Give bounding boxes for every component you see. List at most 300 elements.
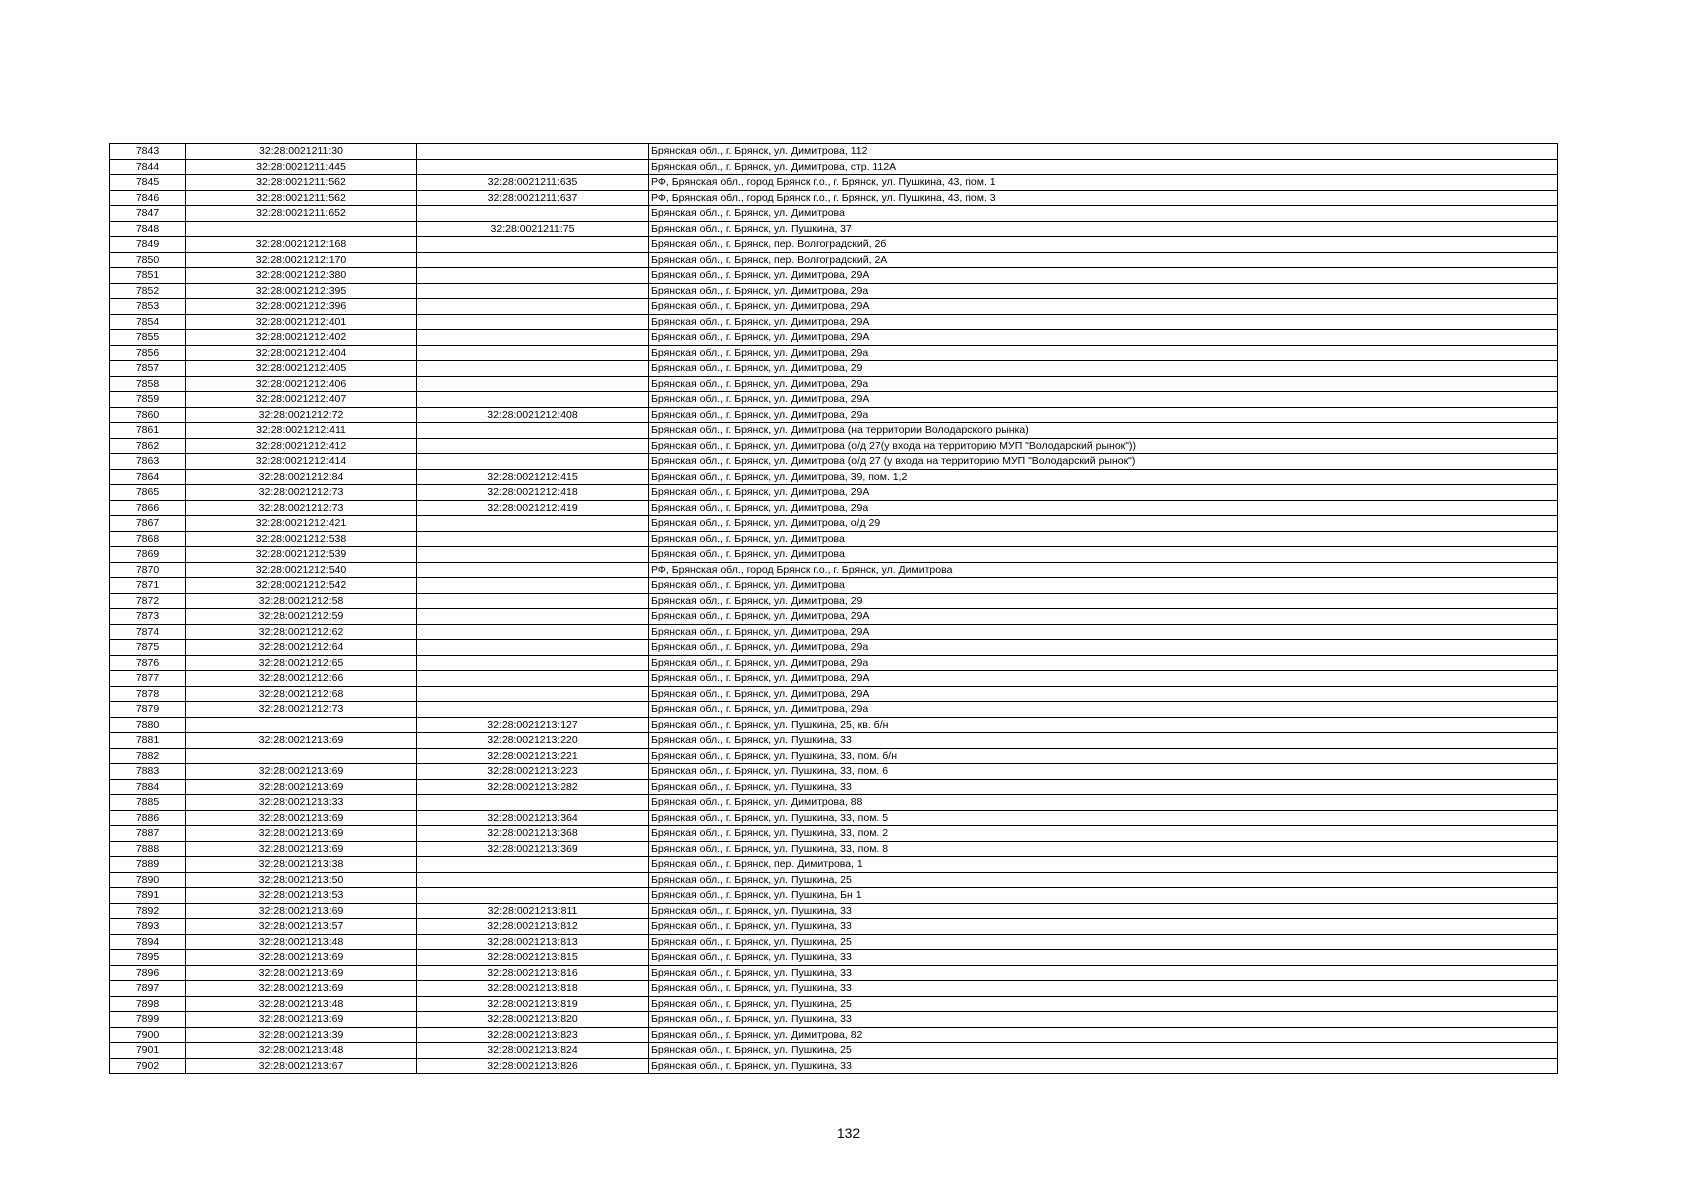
table-row <box>110 376 1558 392</box>
land-cadastral-number-cell: 32:28:0021213:69 <box>186 764 417 780</box>
address-cell: Брянская обл., г. Брянск, ул. Димитрова, 29а <box>649 640 1558 656</box>
address-cell: Брянская обл., г. Брянск, ул. Пушкина, 33, пом. 2 <box>649 826 1558 842</box>
land-cadastral-number-cell: 32:28:0021212:168 <box>186 237 417 253</box>
row-number-cell: 7885 <box>110 795 186 811</box>
object-cadastral-number-cell: 32:28:0021212:418 <box>417 485 649 501</box>
table-row <box>110 810 1558 826</box>
object-cadastral-number-cell <box>417 593 649 609</box>
land-cadastral-number-cell: 32:28:0021213:69 <box>186 965 417 981</box>
land-cadastral-number-cell: 32:28:0021213:67 <box>186 1058 417 1074</box>
land-cadastral-number-cell: 32:28:0021213:69 <box>186 1012 417 1028</box>
object-cadastral-number-cell: 32:28:0021213:824 <box>417 1043 649 1059</box>
object-cadastral-number-cell: 32:28:0021211:637 <box>417 190 649 206</box>
row-number-cell: 7891 <box>110 888 186 904</box>
land-cadastral-number-cell: 32:28:0021212:405 <box>186 361 417 377</box>
table-row <box>110 314 1558 330</box>
table-row <box>110 531 1558 547</box>
land-cadastral-number-cell: 32:28:0021212:58 <box>186 593 417 609</box>
address-cell: Брянская обл., г. Брянск, ул. Пушкина, 33 <box>649 950 1558 966</box>
object-cadastral-number-cell: 32:28:0021212:415 <box>417 469 649 485</box>
row-number-cell: 7897 <box>110 981 186 997</box>
table-row <box>110 330 1558 346</box>
table-row <box>110 206 1558 222</box>
row-number-cell: 7854 <box>110 314 186 330</box>
row-number-cell: 7884 <box>110 779 186 795</box>
land-cadastral-number-cell: 32:28:0021211:30 <box>186 144 417 160</box>
object-cadastral-number-cell <box>417 299 649 315</box>
table-row <box>110 671 1558 687</box>
table-row <box>110 934 1558 950</box>
table-row <box>110 1012 1558 1028</box>
table-row <box>110 345 1558 361</box>
land-cadastral-number-cell <box>186 221 417 237</box>
object-cadastral-number-cell <box>417 361 649 377</box>
address-cell: Брянская обл., г. Брянск, ул. Димитрова, 29а <box>649 345 1558 361</box>
address-cell: Брянская обл., г. Брянск, пер. Волгоградский, 2А <box>649 252 1558 268</box>
table-row <box>110 655 1558 671</box>
row-number-cell: 7901 <box>110 1043 186 1059</box>
row-number-cell: 7846 <box>110 190 186 206</box>
address-cell: Брянская обл., г. Брянск, ул. Пушкина, 33 <box>649 903 1558 919</box>
row-number-cell: 7866 <box>110 500 186 516</box>
table-row <box>110 779 1558 795</box>
table-row <box>110 500 1558 516</box>
object-cadastral-number-cell <box>417 624 649 640</box>
table-row <box>110 268 1558 284</box>
address-cell: Брянская обл., г. Брянск, ул. Пушкина, 33, пом. 5 <box>649 810 1558 826</box>
table-row <box>110 950 1558 966</box>
address-cell: Брянская обл., г. Брянск, ул. Димитрова, 29 <box>649 361 1558 377</box>
land-cadastral-number-cell: 32:28:0021212:414 <box>186 454 417 470</box>
address-cell: Брянская обл., г. Брянск, ул. Пушкина, 33 <box>649 965 1558 981</box>
object-cadastral-number-cell: 32:28:0021213:826 <box>417 1058 649 1074</box>
row-number-cell: 7867 <box>110 516 186 532</box>
object-cadastral-number-cell <box>417 206 649 222</box>
land-cadastral-number-cell <box>186 748 417 764</box>
page-number: 132 <box>836 1125 861 1141</box>
object-cadastral-number-cell: 32:28:0021213:816 <box>417 965 649 981</box>
address-cell: Брянская обл., г. Брянск, ул. Пушкина, 25 <box>649 1043 1558 1059</box>
row-number-cell: 7887 <box>110 826 186 842</box>
row-number-cell: 7865 <box>110 485 186 501</box>
address-cell: Брянская обл., г. Брянск, ул. Пушкина, 33, пом. б/н <box>649 748 1558 764</box>
row-number-cell: 7868 <box>110 531 186 547</box>
row-number-cell: 7882 <box>110 748 186 764</box>
table-row <box>110 965 1558 981</box>
address-cell: Брянская обл., г. Брянск, ул. Димитрова <box>649 578 1558 594</box>
object-cadastral-number-cell <box>417 345 649 361</box>
table-row <box>110 221 1558 237</box>
address-cell: Брянская обл., г. Брянск, ул. Пушкина, 25 <box>649 996 1558 1012</box>
row-number-cell: 7874 <box>110 624 186 640</box>
land-cadastral-number-cell: 32:28:0021213:33 <box>186 795 417 811</box>
address-cell: Брянская обл., г. Брянск, ул. Димитрова, 29а <box>649 655 1558 671</box>
address-cell: Брянская обл., г. Брянск, ул. Димитрова <box>649 547 1558 563</box>
object-cadastral-number-cell: 32:28:0021211:635 <box>417 175 649 191</box>
land-cadastral-number-cell: 32:28:0021212:62 <box>186 624 417 640</box>
row-number-cell: 7843 <box>110 144 186 160</box>
object-cadastral-number-cell <box>417 516 649 532</box>
address-cell: Брянская обл., г. Брянск, ул. Димитрова, стр. 112А <box>649 159 1558 175</box>
address-cell: Брянская обл., г. Брянск, ул. Димитрова, 29а <box>649 407 1558 423</box>
object-cadastral-number-cell <box>417 454 649 470</box>
table-row <box>110 283 1558 299</box>
table-row <box>110 159 1558 175</box>
row-number-cell: 7844 <box>110 159 186 175</box>
table-row <box>110 919 1558 935</box>
table-row <box>110 1027 1558 1043</box>
land-cadastral-number-cell: 32:28:0021212:65 <box>186 655 417 671</box>
table-row <box>110 996 1558 1012</box>
address-cell: Брянская обл., г. Брянск, ул. Пушкина, Бн 1 <box>649 888 1558 904</box>
row-number-cell: 7859 <box>110 392 186 408</box>
table-row <box>110 1058 1558 1074</box>
address-cell: Брянская обл., г. Брянск, ул. Пушкина, 33 <box>649 919 1558 935</box>
address-cell: Брянская обл., г. Брянск, ул. Димитрова, 29А <box>649 609 1558 625</box>
row-number-cell: 7892 <box>110 903 186 919</box>
table-row <box>110 454 1558 470</box>
land-cadastral-number-cell: 32:28:0021213:38 <box>186 857 417 873</box>
object-cadastral-number-cell <box>417 609 649 625</box>
table-row <box>110 516 1558 532</box>
table-row <box>110 640 1558 656</box>
table-row <box>110 1043 1558 1059</box>
table-row <box>110 872 1558 888</box>
table-row <box>110 578 1558 594</box>
table-row <box>110 748 1558 764</box>
address-cell: РФ, Брянская обл., город Брянск г.о., г. Брянск, ул. Димитрова <box>649 562 1558 578</box>
address-cell: Брянская обл., г. Брянск, ул. Димитрова, 29А <box>649 392 1558 408</box>
table-row <box>110 407 1558 423</box>
land-cadastral-number-cell: 32:28:0021212:421 <box>186 516 417 532</box>
row-number-cell: 7853 <box>110 299 186 315</box>
object-cadastral-number-cell <box>417 438 649 454</box>
land-cadastral-number-cell: 32:28:0021212:64 <box>186 640 417 656</box>
land-cadastral-number-cell: 32:28:0021212:407 <box>186 392 417 408</box>
address-cell: Брянская обл., г. Брянск, ул. Димитрова (о/д 27(у входа на территорию МУП "Володарский рынок")) <box>649 438 1558 454</box>
land-cadastral-number-cell <box>186 717 417 733</box>
row-number-cell: 7876 <box>110 655 186 671</box>
address-cell: Брянская обл., г. Брянск, ул. Димитрова, 29А <box>649 671 1558 687</box>
address-cell: Брянская обл., г. Брянск, ул. Димитрова, 29А <box>649 268 1558 284</box>
row-number-cell: 7850 <box>110 252 186 268</box>
table-row <box>110 702 1558 718</box>
land-cadastral-number-cell: 32:28:0021213:69 <box>186 981 417 997</box>
land-cadastral-number-cell: 32:28:0021212:380 <box>186 268 417 284</box>
object-cadastral-number-cell <box>417 578 649 594</box>
table-row <box>110 562 1558 578</box>
row-number-cell: 7872 <box>110 593 186 609</box>
object-cadastral-number-cell <box>417 376 649 392</box>
table-row <box>110 841 1558 857</box>
object-cadastral-number-cell <box>417 314 649 330</box>
row-number-cell: 7894 <box>110 934 186 950</box>
land-cadastral-number-cell: 32:28:0021213:69 <box>186 826 417 842</box>
address-cell: Брянская обл., г. Брянск, ул. Пушкина, 33, пом. 6 <box>649 764 1558 780</box>
table-row <box>110 764 1558 780</box>
object-cadastral-number-cell <box>417 531 649 547</box>
object-cadastral-number-cell: 32:28:0021212:419 <box>417 500 649 516</box>
address-cell: РФ, Брянская обл., город Брянск г.о., г. Брянск, ул. Пушкина, 43, пом. 1 <box>649 175 1558 191</box>
object-cadastral-number-cell <box>417 283 649 299</box>
table-row <box>110 438 1558 454</box>
object-cadastral-number-cell: 32:28:0021213:369 <box>417 841 649 857</box>
row-number-cell: 7869 <box>110 547 186 563</box>
table-row <box>110 237 1558 253</box>
address-cell: Брянская обл., г. Брянск, ул. Димитрова <box>649 206 1558 222</box>
row-number-cell: 7875 <box>110 640 186 656</box>
object-cadastral-number-cell: 32:28:0021213:282 <box>417 779 649 795</box>
row-number-cell: 7893 <box>110 919 186 935</box>
object-cadastral-number-cell: 32:28:0021213:223 <box>417 764 649 780</box>
row-number-cell: 7858 <box>110 376 186 392</box>
object-cadastral-number-cell: 32:28:0021213:221 <box>417 748 649 764</box>
land-cadastral-number-cell: 32:28:0021213:48 <box>186 1043 417 1059</box>
row-number-cell: 7890 <box>110 872 186 888</box>
object-cadastral-number-cell <box>417 392 649 408</box>
land-cadastral-number-cell: 32:28:0021211:562 <box>186 190 417 206</box>
land-cadastral-number-cell: 32:28:0021212:84 <box>186 469 417 485</box>
address-cell: Брянская обл., г. Брянск, пер. Волгоградский, 2б <box>649 237 1558 253</box>
object-cadastral-number-cell <box>417 547 649 563</box>
row-number-cell: 7902 <box>110 1058 186 1074</box>
row-number-cell: 7881 <box>110 733 186 749</box>
object-cadastral-number-cell: 32:28:0021213:368 <box>417 826 649 842</box>
land-cadastral-number-cell: 32:28:0021212:396 <box>186 299 417 315</box>
row-number-cell: 7886 <box>110 810 186 826</box>
row-number-cell: 7898 <box>110 996 186 1012</box>
row-number-cell: 7848 <box>110 221 186 237</box>
land-cadastral-number-cell: 32:28:0021212:68 <box>186 686 417 702</box>
address-cell: Брянская обл., г. Брянск, ул. Пушкина, 33 <box>649 1012 1558 1028</box>
row-number-cell: 7863 <box>110 454 186 470</box>
land-cadastral-number-cell: 32:28:0021212:401 <box>186 314 417 330</box>
land-cadastral-number-cell: 32:28:0021212:406 <box>186 376 417 392</box>
land-cadastral-number-cell: 32:28:0021213:69 <box>186 841 417 857</box>
land-cadastral-number-cell: 32:28:0021213:50 <box>186 872 417 888</box>
row-number-cell: 7852 <box>110 283 186 299</box>
land-cadastral-number-cell: 32:28:0021213:69 <box>186 779 417 795</box>
land-cadastral-number-cell: 32:28:0021213:69 <box>186 733 417 749</box>
address-cell: Брянская обл., г. Брянск, ул. Димитрова, о/д 29 <box>649 516 1558 532</box>
address-cell: Брянская обл., г. Брянск, ул. Пушкина, 25, кв. б/н <box>649 717 1558 733</box>
row-number-cell: 7862 <box>110 438 186 454</box>
land-cadastral-number-cell: 32:28:0021213:69 <box>186 810 417 826</box>
land-cadastral-number-cell: 32:28:0021213:69 <box>186 903 417 919</box>
object-cadastral-number-cell: 32:28:0021211:75 <box>417 221 649 237</box>
land-cadastral-number-cell: 32:28:0021212:395 <box>186 283 417 299</box>
row-number-cell: 7856 <box>110 345 186 361</box>
object-cadastral-number-cell: 32:28:0021213:820 <box>417 1012 649 1028</box>
address-cell: Брянская обл., г. Брянск, ул. Димитрова, 29А <box>649 330 1558 346</box>
table-row <box>110 686 1558 702</box>
row-number-cell: 7880 <box>110 717 186 733</box>
row-number-cell: 7870 <box>110 562 186 578</box>
land-cadastral-number-cell: 32:28:0021212:540 <box>186 562 417 578</box>
object-cadastral-number-cell: 32:28:0021213:823 <box>417 1027 649 1043</box>
object-cadastral-number-cell <box>417 423 649 439</box>
land-cadastral-number-cell: 32:28:0021212:411 <box>186 423 417 439</box>
address-cell: Брянская обл., г. Брянск, ул. Димитрова, 88 <box>649 795 1558 811</box>
land-cadastral-number-cell: 32:28:0021213:69 <box>186 950 417 966</box>
address-cell: Брянская обл., г. Брянск, ул. Пушкина, 33 <box>649 1058 1558 1074</box>
object-cadastral-number-cell <box>417 702 649 718</box>
row-number-cell: 7877 <box>110 671 186 687</box>
land-cadastral-number-cell: 32:28:0021213:57 <box>186 919 417 935</box>
object-cadastral-number-cell <box>417 640 649 656</box>
address-cell: Брянская обл., г. Брянск, ул. Пушкина, 37 <box>649 221 1558 237</box>
object-cadastral-number-cell: 32:28:0021212:408 <box>417 407 649 423</box>
land-cadastral-number-cell: 32:28:0021212:66 <box>186 671 417 687</box>
address-cell: Брянская обл., г. Брянск, ул. Димитрова, 29А <box>649 314 1558 330</box>
table-row <box>110 175 1558 191</box>
table-row <box>110 624 1558 640</box>
object-cadastral-number-cell: 32:28:0021213:127 <box>417 717 649 733</box>
address-cell: Брянская обл., г. Брянск, ул. Димитрова, 82 <box>649 1027 1558 1043</box>
row-number-cell: 7879 <box>110 702 186 718</box>
table-row <box>110 795 1558 811</box>
object-cadastral-number-cell <box>417 330 649 346</box>
table-row <box>110 469 1558 485</box>
address-cell: Брянская обл., г. Брянск, ул. Пушкина, 25 <box>649 934 1558 950</box>
object-cadastral-number-cell: 32:28:0021213:813 <box>417 934 649 950</box>
row-number-cell: 7847 <box>110 206 186 222</box>
address-cell: Брянская обл., г. Брянск, ул. Пушкина, 33, пом. 8 <box>649 841 1558 857</box>
land-cadastral-number-cell: 32:28:0021211:562 <box>186 175 417 191</box>
row-number-cell: 7861 <box>110 423 186 439</box>
row-number-cell: 7896 <box>110 965 186 981</box>
land-cadastral-number-cell: 32:28:0021212:73 <box>186 500 417 516</box>
row-number-cell: 7864 <box>110 469 186 485</box>
object-cadastral-number-cell <box>417 144 649 160</box>
row-number-cell: 7878 <box>110 686 186 702</box>
object-cadastral-number-cell <box>417 237 649 253</box>
object-cadastral-number-cell <box>417 686 649 702</box>
table-row <box>110 857 1558 873</box>
table-row <box>110 593 1558 609</box>
address-cell: Брянская обл., г. Брянск, ул. Димитрова, 29а <box>649 283 1558 299</box>
object-cadastral-number-cell <box>417 562 649 578</box>
land-cadastral-number-cell: 32:28:0021213:53 <box>186 888 417 904</box>
object-cadastral-number-cell <box>417 252 649 268</box>
object-cadastral-number-cell <box>417 159 649 175</box>
row-number-cell: 7851 <box>110 268 186 284</box>
address-cell: Брянская обл., г. Брянск, ул. Димитрова, 29а <box>649 500 1558 516</box>
table-row <box>110 826 1558 842</box>
object-cadastral-number-cell: 32:28:0021213:815 <box>417 950 649 966</box>
object-cadastral-number-cell: 32:28:0021213:811 <box>417 903 649 919</box>
row-number-cell: 7888 <box>110 841 186 857</box>
row-number-cell: 7857 <box>110 361 186 377</box>
address-cell: Брянская обл., г. Брянск, ул. Пушкина, 25 <box>649 872 1558 888</box>
land-cadastral-number-cell: 32:28:0021213:48 <box>186 934 417 950</box>
land-cadastral-number-cell: 32:28:0021212:542 <box>186 578 417 594</box>
object-cadastral-number-cell <box>417 655 649 671</box>
land-cadastral-number-cell: 32:28:0021212:539 <box>186 547 417 563</box>
address-cell: Брянская обл., г. Брянск, ул. Димитрова, 29а <box>649 702 1558 718</box>
address-cell: Брянская обл., г. Брянск, пер. Димитрова, 1 <box>649 857 1558 873</box>
object-cadastral-number-cell <box>417 857 649 873</box>
property-table-body <box>110 144 1558 1074</box>
land-cadastral-number-cell: 32:28:0021212:402 <box>186 330 417 346</box>
land-cadastral-number-cell: 32:28:0021212:538 <box>186 531 417 547</box>
land-cadastral-number-cell: 32:28:0021212:73 <box>186 702 417 718</box>
object-cadastral-number-cell: 32:28:0021213:812 <box>417 919 649 935</box>
object-cadastral-number-cell: 32:28:0021213:364 <box>417 810 649 826</box>
table-row <box>110 423 1558 439</box>
land-cadastral-number-cell: 32:28:0021213:39 <box>186 1027 417 1043</box>
address-cell: Брянская обл., г. Брянск, ул. Димитрова <box>649 531 1558 547</box>
land-cadastral-number-cell: 32:28:0021212:59 <box>186 609 417 625</box>
row-number-cell: 7871 <box>110 578 186 594</box>
table-row <box>110 717 1558 733</box>
row-number-cell: 7883 <box>110 764 186 780</box>
address-cell: Брянская обл., г. Брянск, ул. Димитрова, 29а <box>649 376 1558 392</box>
row-number-cell: 7855 <box>110 330 186 346</box>
object-cadastral-number-cell <box>417 872 649 888</box>
object-cadastral-number-cell <box>417 268 649 284</box>
row-number-cell: 7845 <box>110 175 186 191</box>
land-cadastral-number-cell: 32:28:0021211:445 <box>186 159 417 175</box>
table-row <box>110 733 1558 749</box>
land-cadastral-number-cell: 32:28:0021212:412 <box>186 438 417 454</box>
object-cadastral-number-cell <box>417 888 649 904</box>
land-cadastral-number-cell: 32:28:0021212:72 <box>186 407 417 423</box>
object-cadastral-number-cell: 32:28:0021213:819 <box>417 996 649 1012</box>
row-number-cell: 7895 <box>110 950 186 966</box>
address-cell: Брянская обл., г. Брянск, ул. Димитрова (на территории Володарского рынка) <box>649 423 1558 439</box>
table-row <box>110 547 1558 563</box>
object-cadastral-number-cell: 32:28:0021213:818 <box>417 981 649 997</box>
address-cell: Брянская обл., г. Брянск, ул. Димитрова, 29 <box>649 593 1558 609</box>
table-row <box>110 485 1558 501</box>
table-row <box>110 144 1558 160</box>
table-row <box>110 392 1558 408</box>
address-cell: Брянская обл., г. Брянск, ул. Димитрова, 29А <box>649 485 1558 501</box>
table-row <box>110 299 1558 315</box>
land-cadastral-number-cell: 32:28:0021212:170 <box>186 252 417 268</box>
table-row <box>110 609 1558 625</box>
table-row <box>110 190 1558 206</box>
address-cell: Брянская обл., г. Брянск, ул. Димитрова, 39, пом. 1,2 <box>649 469 1558 485</box>
address-cell: Брянская обл., г. Брянск, ул. Димитрова, 29А <box>649 299 1558 315</box>
address-cell: Брянская обл., г. Брянск, ул. Пушкина, 33 <box>649 779 1558 795</box>
address-cell: Брянская обл., г. Брянск, ул. Димитрова, 112 <box>649 144 1558 160</box>
address-cell: Брянская обл., г. Брянск, ул. Димитрова, 29А <box>649 686 1558 702</box>
land-cadastral-number-cell: 32:28:0021212:73 <box>186 485 417 501</box>
row-number-cell: 7860 <box>110 407 186 423</box>
object-cadastral-number-cell <box>417 795 649 811</box>
address-cell: РФ, Брянская обл., город Брянск г.о., г. Брянск, ул. Пушкина, 43, пом. 3 <box>649 190 1558 206</box>
address-cell: Брянская обл., г. Брянск, ул. Пушкина, 33 <box>649 733 1558 749</box>
row-number-cell: 7849 <box>110 237 186 253</box>
address-cell: Брянская обл., г. Брянск, ул. Димитрова (о/д 27 (у входа на территорию МУП "Володарский рынок") <box>649 454 1558 470</box>
land-cadastral-number-cell: 32:28:0021212:404 <box>186 345 417 361</box>
table-row <box>110 888 1558 904</box>
row-number-cell: 7889 <box>110 857 186 873</box>
property-table <box>109 143 1558 1074</box>
table-row <box>110 903 1558 919</box>
row-number-cell: 7899 <box>110 1012 186 1028</box>
land-cadastral-number-cell: 32:28:0021211:652 <box>186 206 417 222</box>
table-row <box>110 981 1558 997</box>
row-number-cell: 7900 <box>110 1027 186 1043</box>
table-row <box>110 361 1558 377</box>
address-cell: Брянская обл., г. Брянск, ул. Пушкина, 33 <box>649 981 1558 997</box>
land-cadastral-number-cell: 32:28:0021213:48 <box>186 996 417 1012</box>
object-cadastral-number-cell: 32:28:0021213:220 <box>417 733 649 749</box>
table-row <box>110 252 1558 268</box>
